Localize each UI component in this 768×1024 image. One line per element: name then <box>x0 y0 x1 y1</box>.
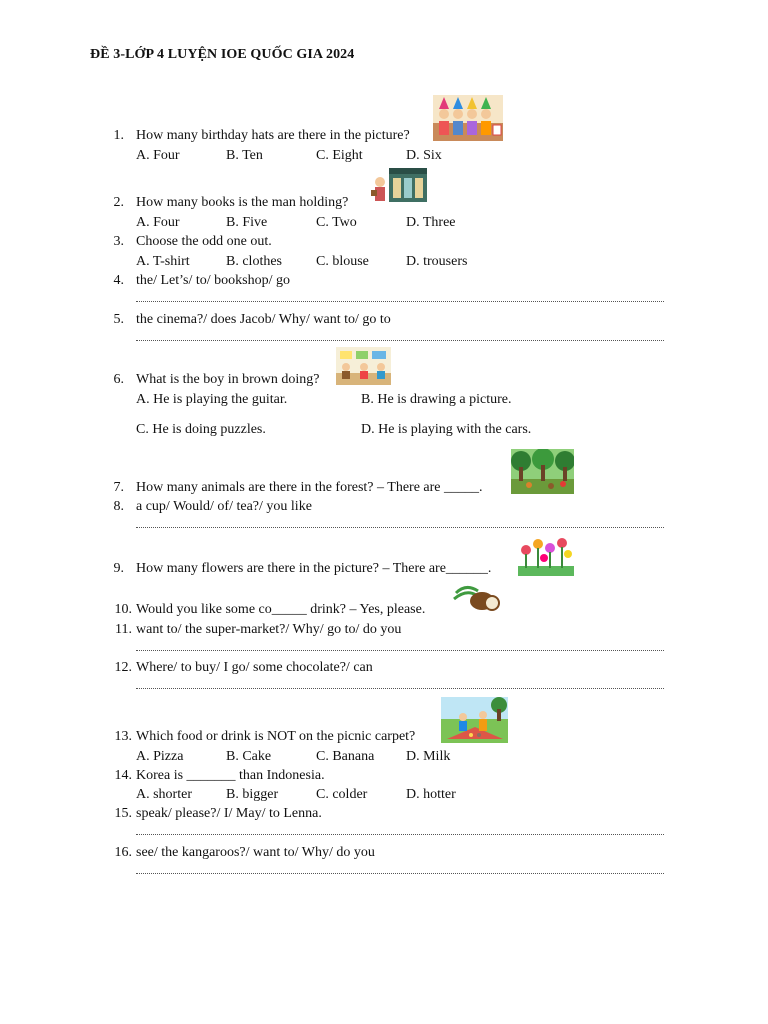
option-d: D. He is playing with the cars. <box>361 422 532 437</box>
answer-line <box>136 686 664 689</box>
question-number: 13. <box>114 729 132 744</box>
option-c: C. Eight <box>316 148 363 163</box>
question-text: Where/ to buy/ I go/ some chocolate?/ can <box>136 660 373 675</box>
option-d: D. trousers <box>406 254 468 269</box>
forest-animals-image <box>511 449 574 494</box>
question-text: Choose the odd one out. <box>136 234 272 249</box>
question-number: 14. <box>114 768 132 783</box>
option-d: D. Three <box>406 215 456 230</box>
question-text: Korea is _______ than Indonesia. <box>136 768 325 783</box>
question-text: What is the boy in brown doing? <box>136 372 320 387</box>
question-text: How many animals are there in the forest? – There are _____. <box>136 480 483 495</box>
question-number: 8. <box>113 499 124 514</box>
option-d: D. Six <box>406 148 442 163</box>
question-text: Which food or drink is NOT on the picnic carpet? <box>136 729 416 744</box>
question-number: 11. <box>115 622 132 637</box>
question-number: 12. <box>114 660 132 675</box>
option-b: B. bigger <box>226 787 279 802</box>
question-number: 7. <box>113 480 124 495</box>
birthday-party-image <box>433 95 503 141</box>
option-b: B. Ten <box>226 148 263 163</box>
question-text: a cup/ Would/ of/ tea?/ you like <box>136 499 312 514</box>
answer-line <box>136 299 664 302</box>
option-b: B. Cake <box>226 749 272 764</box>
option-a: A. Four <box>136 148 180 163</box>
answer-line <box>136 338 664 341</box>
bookshop-image <box>371 166 429 206</box>
question-text: speak/ please?/ I/ May/ to Lenna. <box>136 806 322 821</box>
coconut-image <box>452 583 500 613</box>
answer-line <box>136 648 664 651</box>
question-text: see/ the kangaroos?/ want to/ Why/ do you <box>136 845 375 860</box>
option-b: B. He is drawing a picture. <box>361 392 512 407</box>
question-text: Would you like some co_____ drink? – Yes, please. <box>136 602 426 617</box>
option-a: A. shorter <box>136 787 192 802</box>
option-b: B. clothes <box>226 254 282 269</box>
answer-line <box>136 525 664 528</box>
option-a: A. Four <box>136 215 180 230</box>
question-number: 9. <box>113 561 124 576</box>
question-text: the cinema?/ does Jacob/ Why/ want to/ go to <box>136 312 391 327</box>
option-c: C. Banana <box>316 749 375 764</box>
option-d: D. hotter <box>406 787 456 802</box>
option-c: C. He is doing puzzles. <box>136 422 266 437</box>
question-number: 15. <box>114 806 132 821</box>
classroom-image <box>336 347 391 385</box>
question-number: 2. <box>113 195 124 210</box>
question-text: want to/ the super-market?/ Why/ go to/ do you <box>136 622 402 637</box>
option-a: A. Pizza <box>136 749 184 764</box>
question-text: How many books is the man holding? <box>136 195 349 210</box>
question-number: 3. <box>113 234 124 249</box>
page-title: ĐỀ 3-LỚP 4 LUYỆN IOE QUỐC GIA 2024 <box>90 47 355 62</box>
question-number: 1. <box>113 128 124 143</box>
option-a: A. He is playing the guitar. <box>136 392 288 407</box>
flowers-image <box>518 536 574 576</box>
option-c: C. colder <box>316 787 368 802</box>
question-number: 10. <box>114 602 132 617</box>
question-number: 5. <box>113 312 124 327</box>
answer-line <box>136 832 664 835</box>
answer-line <box>136 871 664 874</box>
option-b: B. Five <box>226 215 268 230</box>
question-number: 6. <box>113 372 124 387</box>
question-text: the/ Let’s/ to/ bookshop/ go <box>136 273 290 288</box>
question-text: How many birthday hats are there in the picture? <box>136 128 410 143</box>
option-c: C. Two <box>316 215 357 230</box>
option-c: C. blouse <box>316 254 369 269</box>
question-number: 4. <box>113 273 124 288</box>
question-number: 16. <box>114 845 132 860</box>
question-text: How many flowers are there in the picture? – There are______. <box>136 561 492 576</box>
picnic-image <box>441 697 508 743</box>
option-a: A. T-shirt <box>136 254 190 269</box>
option-d: D. Milk <box>406 749 451 764</box>
